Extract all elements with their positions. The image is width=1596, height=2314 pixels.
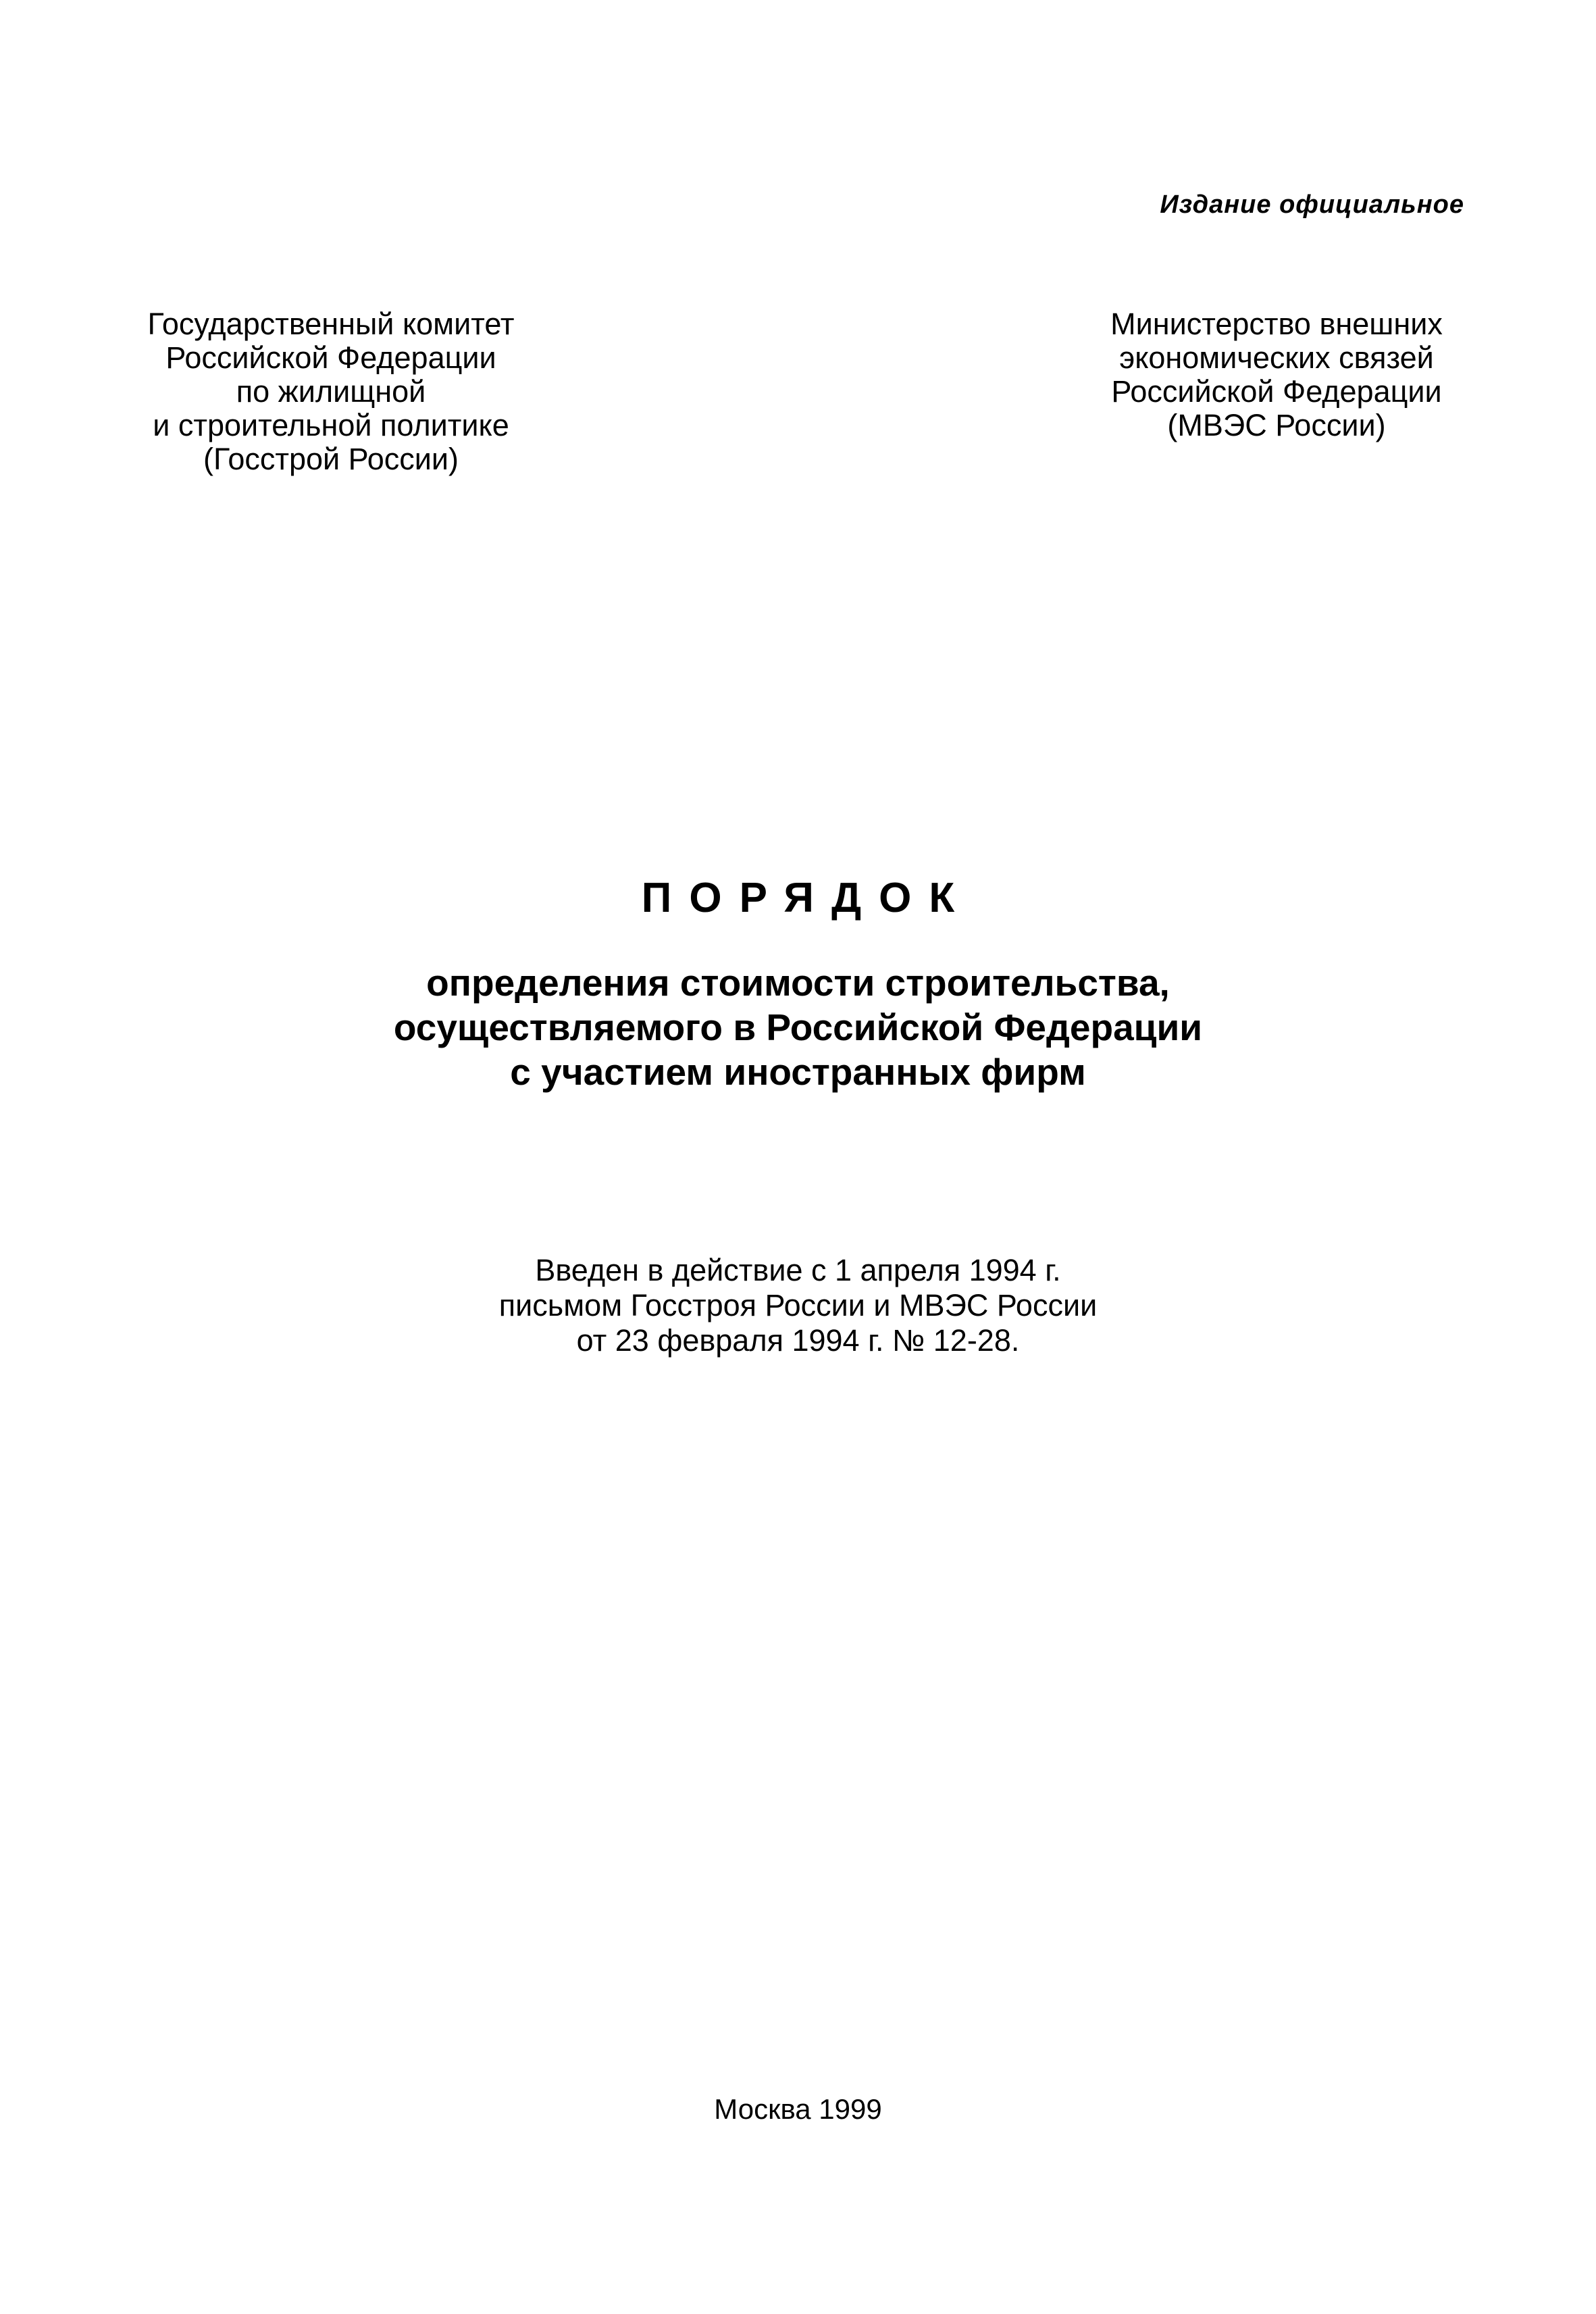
issuer-gosstroy-line: и строительной политике <box>153 408 509 442</box>
issuer-gosstroy-line: (Госстрой России) <box>203 442 459 476</box>
issuer-gosstroy-line: по жилищной <box>236 374 426 409</box>
official-edition-label: Издание официальное <box>1160 190 1464 219</box>
issuer-mves <box>1020 307 1533 442</box>
issuer-mves-line: экономических связей <box>1119 340 1434 375</box>
publication-place-year: Москва 1999 <box>714 2093 882 2125</box>
document-title-block <box>0 871 1596 1094</box>
issuer-gosstroy <box>74 307 588 476</box>
document-subtitle-line: с участием иностранных фирм <box>510 1051 1086 1093</box>
document-subtitle-line: определения стоимости строительства, <box>426 962 1170 1004</box>
enactment-note-line: от 23 февраля 1994 г. № 12-28. <box>576 1323 1020 1358</box>
issuer-gosstroy-line: Российской Федерации <box>165 340 496 375</box>
issuer-mves-line: Министерство внешних <box>1110 307 1443 341</box>
enactment-note <box>0 1253 1596 1358</box>
issuer-mves-line: (МВЭС России) <box>1167 408 1386 442</box>
document-subtitle-line: осуществляемого в Российской Федерации <box>393 1006 1203 1048</box>
issuer-mves-line: Российской Федерации <box>1111 374 1442 409</box>
enactment-note-line: письмом Госстроя России и МВЭС России <box>498 1288 1098 1322</box>
issuer-gosstroy-line: Государственный комитет <box>147 307 515 341</box>
document-title: ПОРЯДОК <box>641 875 973 921</box>
document-subtitle <box>0 960 1596 1094</box>
enactment-note-line: Введен в действие с 1 апреля 1994 г. <box>535 1253 1061 1287</box>
